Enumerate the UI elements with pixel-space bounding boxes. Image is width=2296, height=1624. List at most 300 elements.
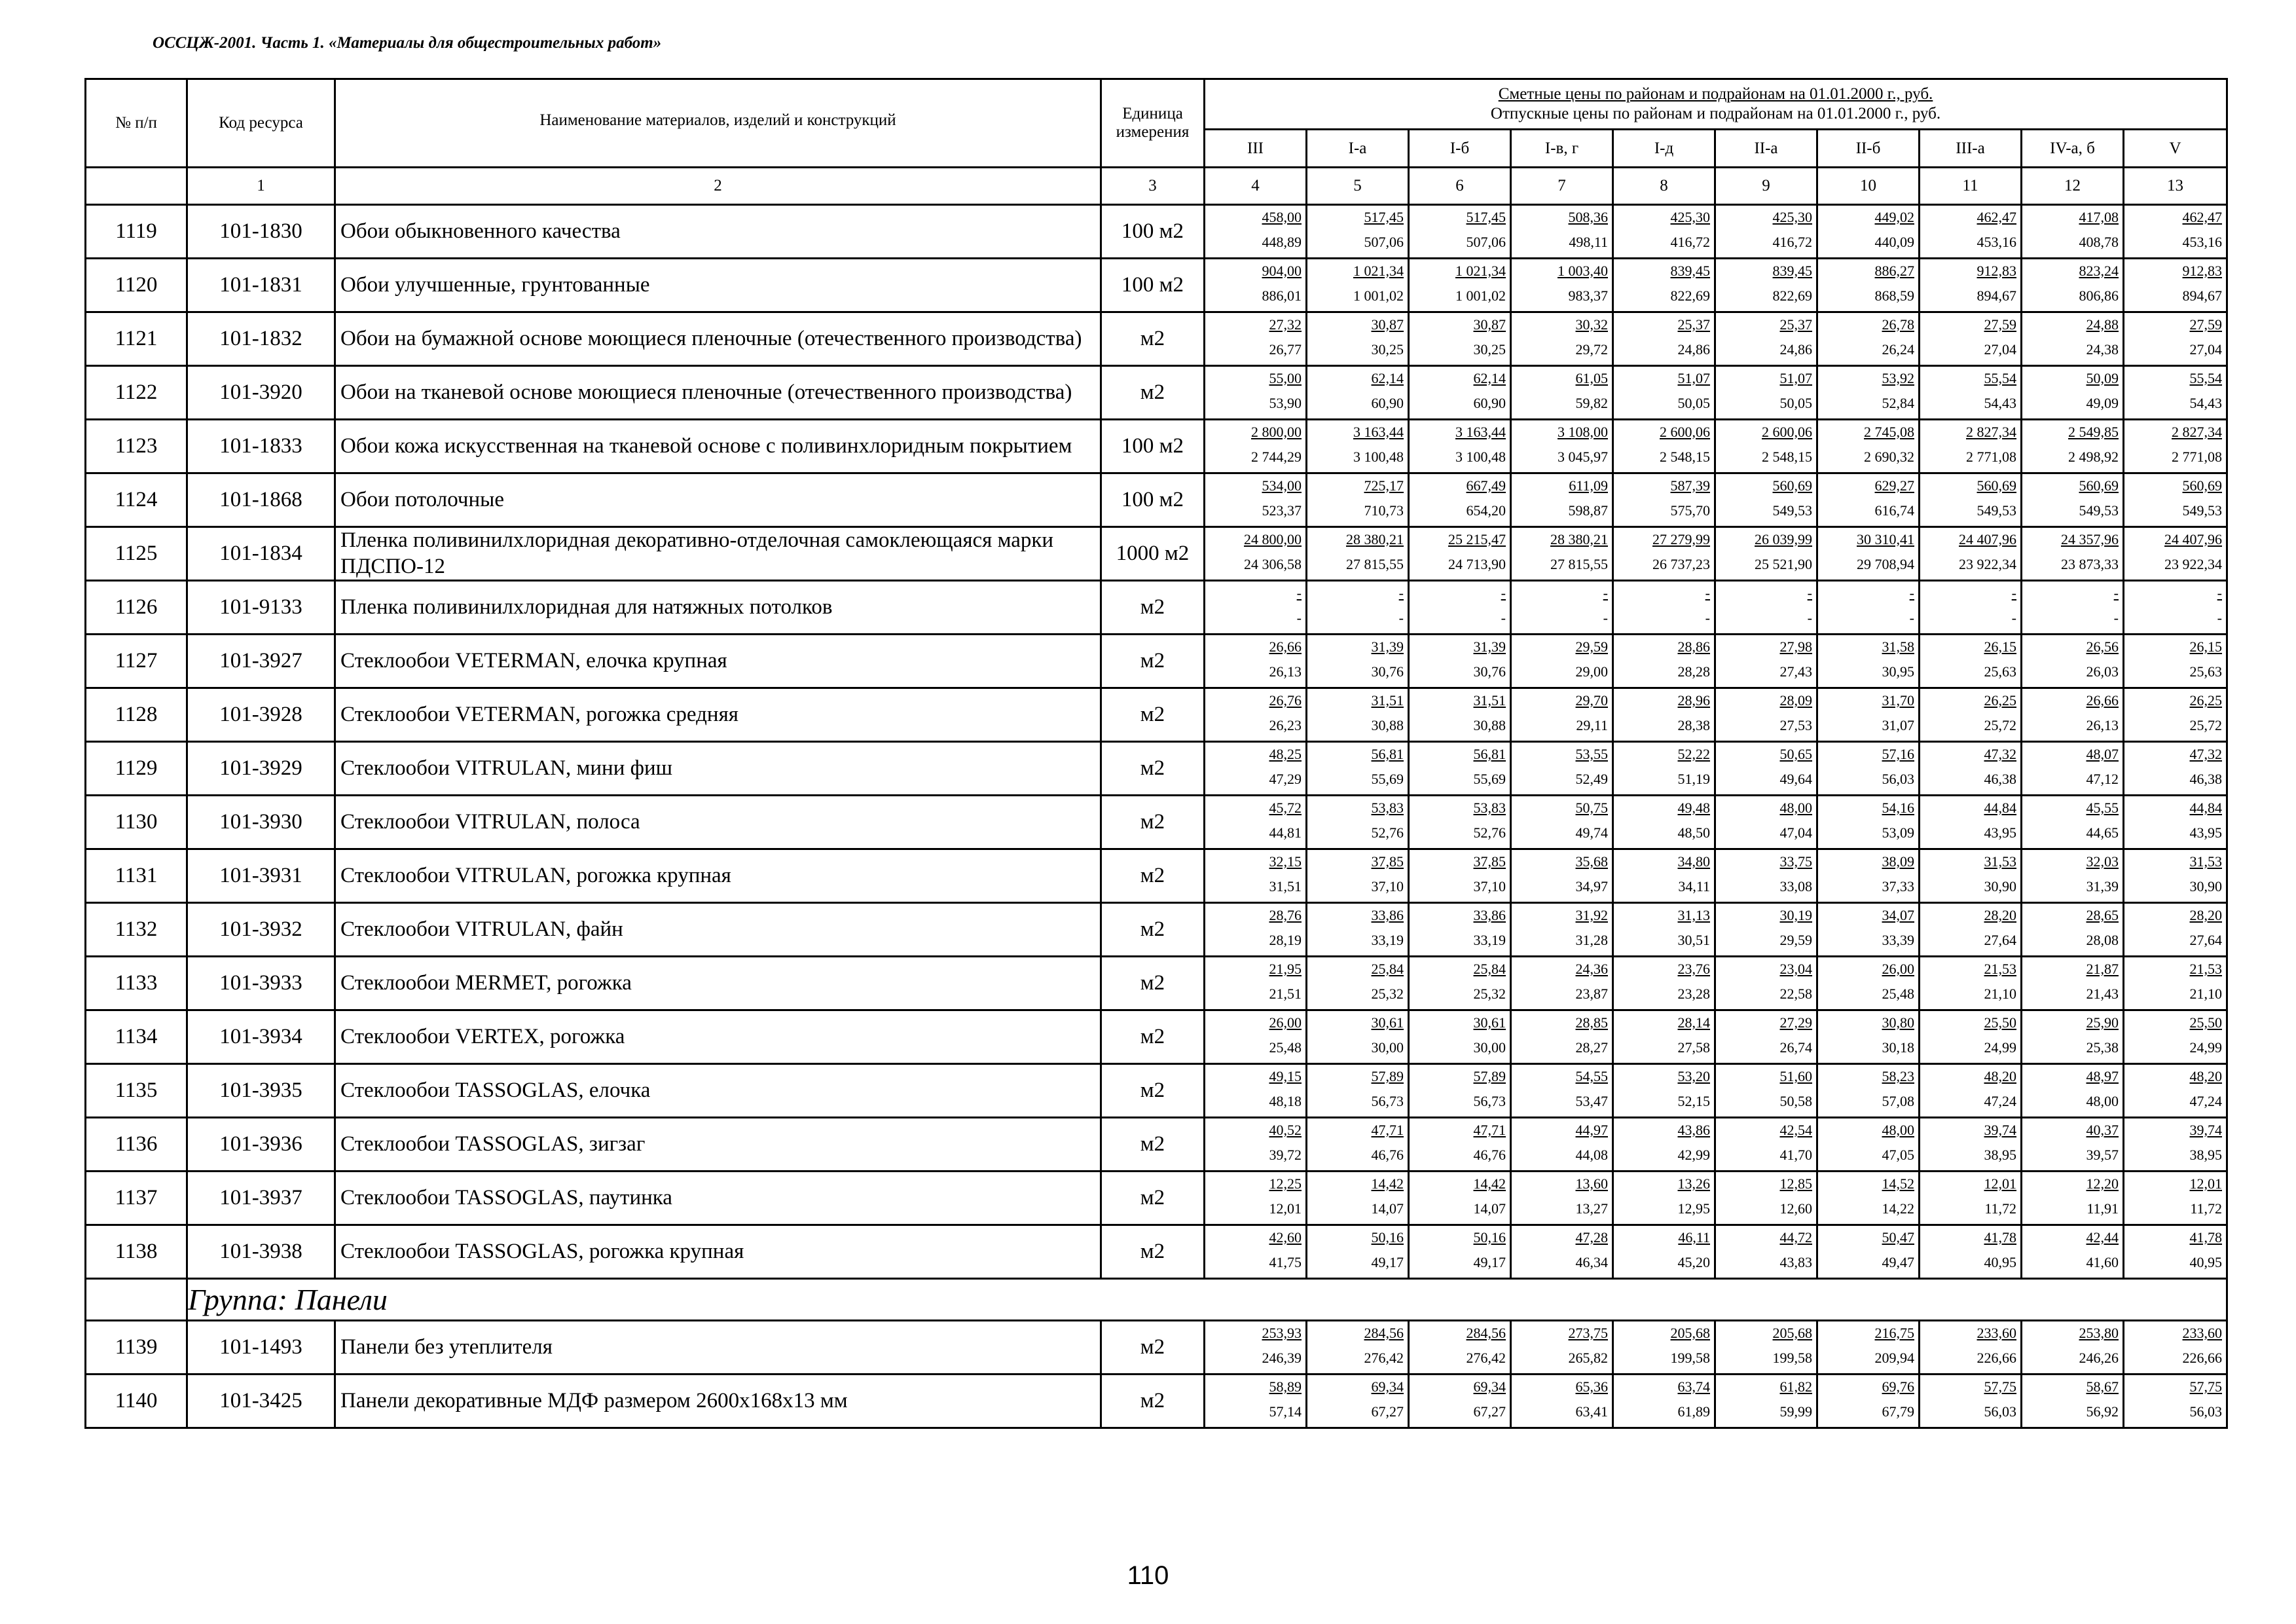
estimate-price: 57,75 [1984, 1378, 2016, 1395]
estimate-price: 839,45 [1772, 262, 1812, 279]
estimate-price: - [1296, 584, 1302, 601]
estimate-price: 12,01 [1984, 1175, 2016, 1192]
release-price: 27 815,55 [1346, 555, 1404, 572]
release-price: 29,00 [1575, 663, 1608, 680]
release-price: 27 815,55 [1550, 555, 1608, 572]
price-cell [1409, 1172, 1511, 1225]
estimate-price: 50,16 [1371, 1228, 1404, 1246]
estimate-price: 40,52 [1269, 1121, 1302, 1138]
unit-of-measure: м2 [1101, 366, 1205, 420]
price-cell [2022, 635, 2124, 688]
release-price: 24,99 [2189, 1039, 2222, 1056]
estimate-price: 233,60 [2182, 1324, 2222, 1341]
estimate-price: 61,05 [1575, 369, 1608, 386]
estimate-price: 57,89 [1473, 1067, 1506, 1084]
price-cell [1511, 635, 1613, 688]
resource-code: 101-3930 [187, 796, 335, 849]
region-header: V [2124, 130, 2227, 168]
material-name: Обои обыкновенного качества [335, 205, 1101, 259]
release-price: 25,38 [2086, 1039, 2119, 1056]
release-price: 33,19 [1473, 931, 1506, 948]
price-cell [1307, 1010, 1409, 1064]
price-cell [1205, 527, 1307, 581]
estimate-price: 31,53 [1984, 853, 2016, 870]
release-price: 448,89 [1262, 233, 1302, 250]
release-price: 52,49 [1575, 770, 1608, 787]
release-price: 38,95 [1984, 1146, 2016, 1163]
unit-of-measure: 100 м2 [1101, 473, 1205, 527]
estimate-price: 904,00 [1262, 262, 1302, 279]
price-cell [1920, 635, 2022, 688]
column-number: 4 [1205, 168, 1307, 205]
release-price: 21,10 [1984, 985, 2016, 1002]
estimate-price: 39,74 [2189, 1121, 2222, 1138]
release-price: - [1296, 609, 1302, 626]
price-cell [1307, 420, 1409, 473]
price-cell [1715, 1010, 1817, 1064]
release-price: 25,32 [1473, 985, 1506, 1002]
release-price: - [1501, 609, 1506, 626]
price-cell [1920, 1172, 2022, 1225]
price-cell [2022, 796, 2124, 849]
release-price: 26 737,23 [1652, 555, 1710, 572]
estimate-price: 48,00 [1882, 1121, 1914, 1138]
estimate-price: 253,80 [2079, 1324, 2119, 1341]
price-cell [1205, 420, 1307, 473]
estimate-price: 21,53 [1984, 960, 2016, 977]
release-price: 28,08 [2086, 931, 2119, 948]
price-cell [1409, 849, 1511, 903]
estimate-price: 63,74 [1677, 1378, 1710, 1395]
release-price: 549,53 [2079, 502, 2119, 519]
estimate-price: 42,54 [1779, 1121, 1812, 1138]
release-price: 21,51 [1269, 985, 1302, 1002]
estimate-price: 27,32 [1269, 316, 1302, 333]
table-row [86, 1375, 2227, 1428]
resource-code: 101-3937 [187, 1172, 335, 1225]
release-price: 30,18 [1882, 1039, 1914, 1056]
estimate-price: 50,47 [1882, 1228, 1914, 1246]
unit-of-measure: м2 [1101, 849, 1205, 903]
estimate-price: 26,00 [1882, 960, 1914, 977]
price-cell [1409, 1118, 1511, 1172]
table-row [86, 1064, 2227, 1118]
estimate-price: 31,53 [2189, 853, 2222, 870]
estimate-price: 30 310,41 [1857, 530, 1914, 547]
release-price: 2 771,08 [1966, 448, 2016, 465]
price-cell [1613, 473, 1715, 527]
estimate-price: 13,60 [1575, 1175, 1608, 1192]
price-cell [2022, 1118, 2124, 1172]
price-cell [2022, 957, 2124, 1010]
estimate-price: 55,54 [1984, 369, 2016, 386]
release-price: 23 922,34 [1959, 555, 2016, 572]
estimate-price: 28 380,21 [1346, 530, 1404, 547]
row-index: 1129 [86, 742, 187, 796]
release-price: 41,70 [1779, 1146, 1812, 1163]
estimate-price: 26,25 [2189, 692, 2222, 709]
price-cell [1613, 366, 1715, 420]
release-price: - [1603, 609, 1608, 626]
release-price: 47,05 [1882, 1146, 1914, 1163]
release-price: 440,09 [1874, 233, 1914, 250]
region-header: I-а [1307, 130, 1409, 168]
row-index: 1123 [86, 420, 187, 473]
price-cell [1511, 1321, 1613, 1375]
estimate-price: 517,45 [1364, 208, 1404, 225]
column-number: 12 [2022, 168, 2124, 205]
price-cell [1613, 1118, 1715, 1172]
estimate-price: 49,15 [1269, 1067, 1302, 1084]
unit-of-measure: м2 [1101, 1375, 1205, 1428]
estimate-price: - [1501, 584, 1506, 601]
unit-of-measure: м2 [1101, 1172, 1205, 1225]
resource-code: 101-1834 [187, 527, 335, 581]
release-price: 30,00 [1371, 1039, 1404, 1056]
estimate-price: 216,75 [1874, 1324, 1914, 1341]
estimate-price: 69,34 [1371, 1378, 1404, 1395]
estimate-price: - [1398, 584, 1404, 601]
price-cell [1715, 957, 1817, 1010]
price-cell [1920, 366, 2022, 420]
price-cell [1511, 259, 1613, 312]
release-price: 49,64 [1779, 770, 1812, 787]
release-price: 507,06 [1466, 233, 1506, 250]
price-cell [1307, 1375, 1409, 1428]
material-name: Панели без утеплителя [335, 1321, 1101, 1375]
price-cell [1409, 742, 1511, 796]
unit-of-measure: м2 [1101, 1321, 1205, 1375]
release-price: 894,67 [2182, 287, 2222, 304]
column-number: 6 [1409, 168, 1511, 205]
estimate-price: 28,65 [2086, 906, 2119, 923]
estimate-price: 24 407,96 [1959, 530, 2016, 547]
release-price: 523,37 [1262, 502, 1302, 519]
estimate-price: 44,72 [1779, 1228, 1812, 1246]
material-name: Стеклообои VITRULAN, полоса [335, 796, 1101, 849]
price-cell [2124, 420, 2227, 473]
price-cell [1613, 957, 1715, 1010]
unit-of-measure: м2 [1101, 742, 1205, 796]
release-price: 616,74 [1874, 502, 1914, 519]
estimate-price: 53,92 [1882, 369, 1914, 386]
release-price: 30,90 [2189, 877, 2222, 895]
price-cell [1205, 1172, 1307, 1225]
release-price: 56,73 [1473, 1092, 1506, 1109]
price-cell [1920, 849, 2022, 903]
col-header-idx: № п/п [86, 79, 187, 168]
estimate-price: 12,85 [1779, 1175, 1812, 1192]
estimate-price: 62,14 [1473, 369, 1506, 386]
group-row [86, 1279, 2227, 1321]
price-cell [1409, 366, 1511, 420]
table-row [86, 1118, 2227, 1172]
row-index: 1138 [86, 1225, 187, 1279]
estimate-price: 56,81 [1473, 745, 1506, 762]
price-cell [1409, 635, 1511, 688]
estimate-price: 31,51 [1473, 692, 1506, 709]
price-cell [2022, 688, 2124, 742]
price-cell [1613, 1375, 1715, 1428]
release-price: 25,48 [1269, 1039, 1302, 1056]
table-row [86, 1321, 2227, 1375]
estimate-price: - [1705, 584, 1710, 601]
estimate-price: 462,47 [2182, 208, 2222, 225]
release-price: 54,43 [1984, 394, 2016, 411]
estimate-price: 44,84 [2189, 799, 2222, 816]
release-price: 822,69 [1772, 287, 1812, 304]
price-cell [1307, 1321, 1409, 1375]
price-cell [1613, 527, 1715, 581]
estimate-price: 25,37 [1677, 316, 1710, 333]
release-price: 50,05 [1779, 394, 1812, 411]
release-price: 49,47 [1882, 1253, 1914, 1270]
group-title: Группа: Панели [187, 1279, 2227, 1321]
estimate-price: 25,37 [1779, 316, 1812, 333]
price-cell [1307, 957, 1409, 1010]
release-price: 52,84 [1882, 394, 1914, 411]
release-price: 43,95 [1984, 824, 2016, 841]
estimate-price: 667,49 [1466, 477, 1506, 494]
estimate-price: 44,84 [1984, 799, 2016, 816]
table-row [86, 796, 2227, 849]
release-price: 2 548,15 [1762, 448, 1812, 465]
price-cell [1817, 635, 1920, 688]
region-header: II-а [1715, 130, 1817, 168]
price-cell [1817, 688, 1920, 742]
estimate-price: 21,95 [1269, 960, 1302, 977]
price-cell [2124, 473, 2227, 527]
price-cell [1511, 1225, 1613, 1279]
estimate-price: 37,85 [1371, 853, 1404, 870]
price-cell [1307, 903, 1409, 957]
release-price: 27,58 [1677, 1039, 1710, 1056]
price-cell [1205, 473, 1307, 527]
release-price: 51,19 [1677, 770, 1710, 787]
release-price: 56,03 [1882, 770, 1914, 787]
material-name: Пленка поливинилхлоридная декоративно-отделочная самоклеющаяся марки ПДСПО-12 [335, 527, 1101, 581]
price-cell [1511, 1118, 1613, 1172]
price-cell [1409, 1064, 1511, 1118]
price-cell [2022, 1172, 2124, 1225]
release-price: 12,01 [1269, 1200, 1302, 1217]
unit-of-measure: 100 м2 [1101, 420, 1205, 473]
estimate-price: 25,90 [2086, 1014, 2119, 1031]
release-price: 28,19 [1269, 931, 1302, 948]
release-price: 30,25 [1473, 341, 1506, 358]
estimate-price: 30,61 [1473, 1014, 1506, 1031]
material-name: Стеклообои VITRULAN, рогожка крупная [335, 849, 1101, 903]
release-price: 43,83 [1779, 1253, 1812, 1270]
price-cell [1409, 1225, 1511, 1279]
release-price: 45,20 [1677, 1253, 1710, 1270]
price-cell [1409, 1321, 1511, 1375]
estimate-price: 50,09 [2086, 369, 2119, 386]
release-price: 50,58 [1779, 1092, 1812, 1109]
estimate-price: 53,83 [1473, 799, 1506, 816]
release-price: 40,95 [2189, 1253, 2222, 1270]
release-price: 49,17 [1473, 1253, 1506, 1270]
price-cell [2022, 420, 2124, 473]
price-cell [1817, 581, 1920, 635]
price-cell [2022, 527, 2124, 581]
release-price: 30,25 [1371, 341, 1404, 358]
estimate-price: 12,20 [2086, 1175, 2119, 1192]
release-price: 806,86 [2079, 287, 2119, 304]
resource-code: 101-9133 [187, 581, 335, 635]
estimate-price: 44,97 [1575, 1121, 1608, 1138]
estimate-price: 912,83 [2182, 262, 2222, 279]
estimate-price: 425,30 [1772, 208, 1812, 225]
release-price: 31,28 [1575, 931, 1608, 948]
release-price: - [2217, 609, 2222, 626]
price-cell [1307, 205, 1409, 259]
unit-of-measure: 1000 м2 [1101, 527, 1205, 581]
estimate-price: 25,84 [1473, 960, 1506, 977]
table-row [86, 581, 2227, 635]
estimate-price: 50,65 [1779, 745, 1812, 762]
price-cell [1715, 581, 1817, 635]
column-number: 9 [1715, 168, 1817, 205]
release-price: 25,72 [1984, 716, 2016, 733]
resource-code: 101-1832 [187, 312, 335, 366]
column-number-blank [86, 168, 187, 205]
estimate-price: 51,60 [1779, 1067, 1812, 1084]
resource-code: 101-1833 [187, 420, 335, 473]
estimate-price: 47,32 [2189, 745, 2222, 762]
release-price: 27,64 [2189, 931, 2222, 948]
estimate-price: 2 827,34 [1966, 423, 2016, 440]
price-cell [1817, 796, 1920, 849]
estimate-price: 458,00 [1262, 208, 1302, 225]
release-price: 453,16 [2182, 233, 2222, 250]
price-cell [1920, 581, 2022, 635]
release-price: 3 045,97 [1558, 448, 1608, 465]
estimate-price: 38,09 [1882, 853, 1914, 870]
price-cell [1920, 742, 2022, 796]
estimate-price: 32,03 [2086, 853, 2119, 870]
release-price: 44,81 [1269, 824, 1302, 841]
release-price: 14,22 [1882, 1200, 1914, 1217]
release-price: 25,72 [2189, 716, 2222, 733]
estimate-price: 233,60 [1977, 1324, 2016, 1341]
release-price: 27,43 [1779, 663, 1812, 680]
release-price: 23 922,34 [2164, 555, 2222, 572]
release-price: 46,34 [1575, 1253, 1608, 1270]
price-cell [1613, 312, 1715, 366]
price-cell [1715, 205, 1817, 259]
estimate-price: 69,34 [1473, 1378, 1506, 1395]
price-cell [1920, 1064, 2022, 1118]
release-price: 23,87 [1575, 985, 1608, 1002]
row-index: 1136 [86, 1118, 187, 1172]
row-index: 1139 [86, 1321, 187, 1375]
release-price: 25,63 [2189, 663, 2222, 680]
release-price: - [2011, 609, 2016, 626]
estimate-price: 560,69 [1772, 477, 1812, 494]
estimate-price: 34,07 [1882, 906, 1914, 923]
estimate-price: 51,07 [1779, 369, 1812, 386]
price-cell [1307, 742, 1409, 796]
price-cell [1715, 635, 1817, 688]
release-price: 1 001,02 [1455, 287, 1506, 304]
estimate-price: 26,56 [2086, 638, 2119, 655]
region-header: III [1205, 130, 1307, 168]
release-price: 26,03 [2086, 663, 2119, 680]
price-cell [1817, 1321, 1920, 1375]
price-cell [1511, 205, 1613, 259]
release-price: 57,08 [1882, 1092, 1914, 1109]
row-index: 1128 [86, 688, 187, 742]
price-cell [1511, 420, 1613, 473]
release-price: 14,07 [1473, 1200, 1506, 1217]
price-cell [1511, 473, 1613, 527]
price-cell [1205, 635, 1307, 688]
price-cell [1715, 1172, 1817, 1225]
release-price: 56,92 [2086, 1403, 2119, 1420]
release-price: 30,90 [1984, 877, 2016, 895]
col-header-code: Код ресурса [187, 79, 335, 168]
estimate-price: 26,25 [1984, 692, 2016, 709]
estimate-price: 26,66 [2086, 692, 2119, 709]
estimate-price: 24 800,00 [1244, 530, 1302, 547]
estimate-price: 58,23 [1882, 1067, 1914, 1084]
estimate-price: 50,16 [1473, 1228, 1506, 1246]
release-price: 28,28 [1677, 663, 1710, 680]
estimate-price: 2 600,06 [1762, 423, 1812, 440]
table-row [86, 205, 2227, 259]
column-number: 8 [1613, 168, 1715, 205]
release-price: - [1705, 609, 1710, 626]
price-cell [2124, 527, 2227, 581]
release-price: 67,79 [1882, 1403, 1914, 1420]
price-cell [1715, 366, 1817, 420]
price-cell [1205, 849, 1307, 903]
estimate-price: 31,39 [1371, 638, 1404, 655]
release-price: 549,53 [1772, 502, 1812, 519]
release-price: 47,24 [1984, 1092, 2016, 1109]
table-row [86, 366, 2227, 420]
release-price: 39,57 [2086, 1146, 2119, 1163]
table-row [86, 527, 2227, 581]
release-price: 25,48 [1882, 985, 1914, 1002]
material-name: Обои на бумажной основе моющиеся пленочные (отечественного производства) [335, 312, 1101, 366]
release-price: 31,07 [1882, 716, 1914, 733]
price-cell [1409, 527, 1511, 581]
estimate-price: 23,76 [1677, 960, 1710, 977]
estimate-price: 517,45 [1466, 208, 1506, 225]
estimate-price: 425,30 [1670, 208, 1710, 225]
estimate-price: 839,45 [1670, 262, 1710, 279]
estimate-price: 31,58 [1882, 638, 1914, 655]
estimate-price: 27,98 [1779, 638, 1812, 655]
material-name: Обои на тканевой основе моющиеся пленочные (отечественного производства) [335, 366, 1101, 420]
price-cell [1409, 420, 1511, 473]
estimate-price: 34,80 [1677, 853, 1710, 870]
estimate-price: 3 163,44 [1455, 423, 1506, 440]
estimate-price: 47,71 [1473, 1121, 1506, 1138]
price-cell [1205, 205, 1307, 259]
price-cell [1920, 205, 2022, 259]
estimate-price: 2 600,06 [1660, 423, 1710, 440]
price-cell [1205, 1064, 1307, 1118]
release-price: 53,90 [1269, 394, 1302, 411]
resource-code: 101-3931 [187, 849, 335, 903]
estimate-price: 31,39 [1473, 638, 1506, 655]
region-header: III-а [1920, 130, 2022, 168]
release-price: 33,39 [1882, 931, 1914, 948]
region-header: I-в, г [1511, 130, 1613, 168]
